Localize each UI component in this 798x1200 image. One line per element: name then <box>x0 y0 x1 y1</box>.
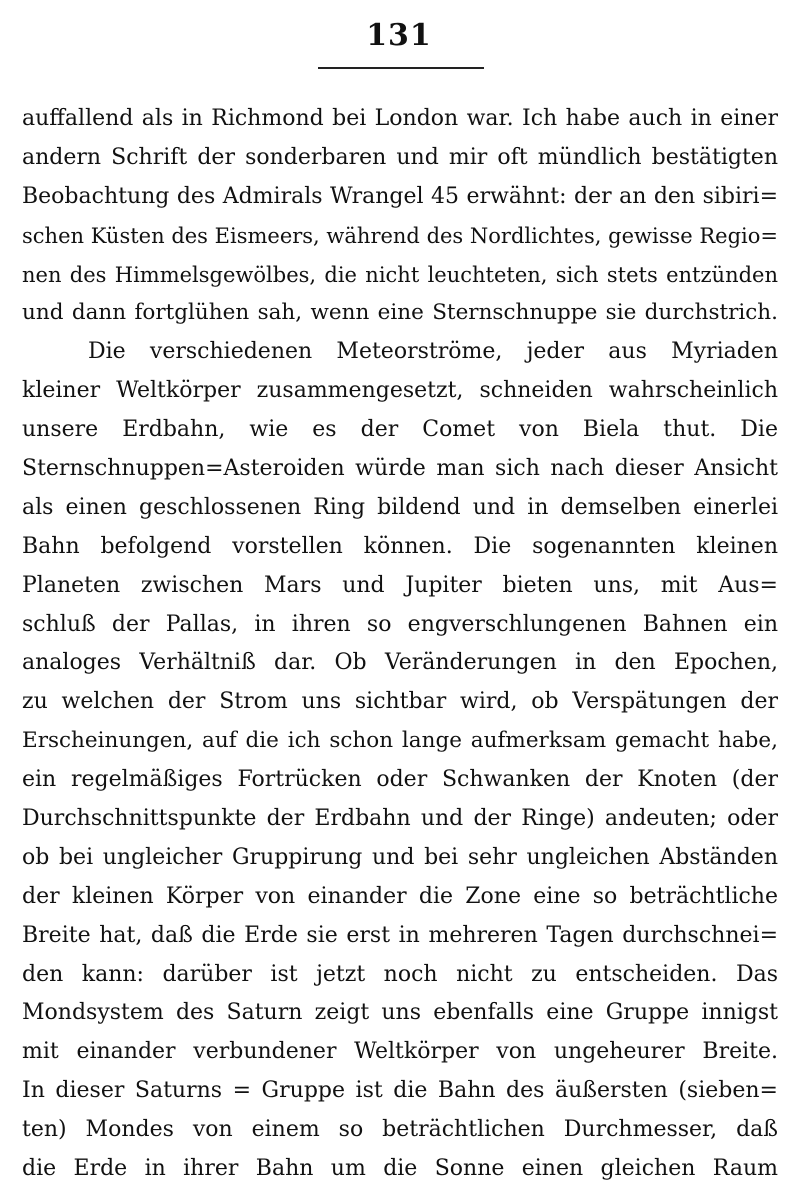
text-line: andern Schrift der sonderbaren und mir oft mündlich bestätigten <box>22 144 778 170</box>
text-line: auffallend als in Richmond bei London war. Ich habe auch in einer <box>22 106 778 131</box>
page-number: 131 <box>366 18 432 53</box>
text-line: als einen geschlossenen Ring bildend und in demselben einerlei <box>22 494 778 520</box>
text-line: ein regelmäßiges Fortrücken oder Schwanken der Knoten (der <box>22 767 778 793</box>
text-line: Bahn befolgend vorstellen können. Die sogenannten kleinen <box>22 533 778 559</box>
text-line: ten) Mondes von einem so beträchtlichen Durchmesser, daß <box>22 1117 778 1143</box>
text-line: Breite hat, daß die Erde sie erst in mehreren Tagen durchschnei= <box>22 922 778 948</box>
text-line: Sternschnuppen=Asteroiden würde man sich nach dieser Ansicht <box>22 456 778 482</box>
text-line: unsere Erdbahn, wie es der Comet von Biela thut. Die <box>22 417 778 443</box>
text-line: der kleinen Körper von einander die Zone eine so beträchtliche <box>22 883 778 909</box>
text-line: die Erde in ihrer Bahn um die Sonne einen gleichen Raum <box>22 1156 778 1182</box>
header-rule <box>318 67 484 69</box>
text-line: Durchschnittspunkte der Erdbahn und der Ringe) andeuten; oder <box>22 806 778 832</box>
text-line: kleiner Weltkörper zusammengesetzt, schneiden wahrscheinlich <box>22 378 778 404</box>
text-line: Beobachtung des Admirals Wrangel 45 erwähnt: der an den sibiri= <box>22 183 778 209</box>
text-line: Mondsystem des Saturn zeigt uns ebenfalls eine Gruppe innigst <box>22 1000 778 1026</box>
text-line: schen Küsten des Eismeers, während des Nordlichtes, gewisse Regio= <box>22 223 778 248</box>
text-line: schluß der Pallas, in ihren so engverschlungenen Bahnen ein <box>22 611 778 637</box>
body-text <box>22 100 778 1189</box>
text-line: mit einander verbundener Weltkörper von ungeheurer Breite. <box>22 1039 778 1065</box>
text-line: ob bei ungleicher Gruppirung und bei sehr ungleichen Abständen <box>22 844 778 870</box>
text-line: In dieser Saturns = Gruppe ist die Bahn des äußersten (sieben= <box>22 1078 778 1104</box>
text-line: zu welchen der Strom uns sichtbar wird, ob Verspätungen der <box>22 689 778 715</box>
text-line: Planeten zwischen Mars und Jupiter bieten uns, mit Aus= <box>22 572 778 598</box>
text-line: und dann fortglühen sah, wenn eine Sternschnuppe sie durchstrich. <box>22 300 778 326</box>
text-line: nen des Himmelsgewölbes, die nicht leuchteten, sich stets entzünden <box>22 262 778 287</box>
text-line: Erscheinungen, auf die ich schon lange aufmerksam gemacht habe, <box>22 728 778 754</box>
text-line: den kann: darüber ist jetzt noch nicht zu entscheiden. Das <box>22 961 778 987</box>
text-line: Die verschiedenen Meteorströme, jeder aus Myriaden <box>88 339 778 365</box>
text-line: analoges Verhältniß dar. Ob Veränderungen in den Epochen, <box>22 650 778 676</box>
